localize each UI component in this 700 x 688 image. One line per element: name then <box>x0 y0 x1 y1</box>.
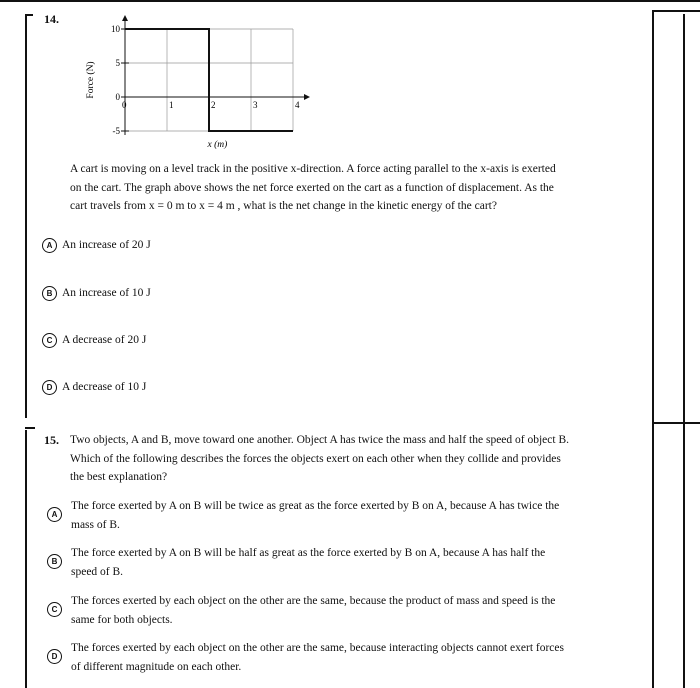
question-15-line: Two objects, A and B, move toward one another. Object A has twice the mass and half the speed of object B. <box>70 434 570 446</box>
question-15-number: 15. <box>44 433 59 447</box>
force-displacement-chart <box>80 10 325 155</box>
y-tick-label: -5 <box>112 126 120 136</box>
y-tick-label: 0 <box>115 92 120 102</box>
option-c-bubble[interactable]: C <box>47 602 62 617</box>
x-tick-label: 1 <box>169 100 174 110</box>
option-line: of different magnitude on each other. <box>71 660 242 673</box>
q14-option-c-text: A decrease of 20 J <box>62 334 147 346</box>
q15-option-c-text <box>71 592 555 629</box>
left-border <box>25 14 27 418</box>
right-border-inner <box>652 10 654 422</box>
option-line: The forces exerted by each object on the other are the same, because the product of mass and speed is the <box>71 595 556 607</box>
question-15-line: Which of the following describes the forces the objects exert on each other when they collide and provides <box>70 452 561 465</box>
q14-option-a[interactable] <box>42 238 151 255</box>
right-border-outer <box>683 14 685 688</box>
option-d-bubble[interactable]: D <box>42 380 57 395</box>
option-line: speed of B. <box>71 565 124 578</box>
right-top-rule <box>652 10 700 12</box>
x-axis-label: x (m) <box>207 140 228 150</box>
q14-option-d[interactable] <box>42 380 146 397</box>
q15-option-c[interactable] <box>47 592 555 629</box>
option-line: The forces exerted by each object on the other are the same, because interacting objects cannot exert forces <box>71 642 564 654</box>
y-axis-arrow <box>122 15 128 21</box>
right-mid-rule <box>652 422 700 424</box>
q15-option-d-text <box>71 639 564 676</box>
q15-option-d[interactable] <box>47 639 564 676</box>
q14-option-a-text: An increase of 20 J <box>62 239 151 251</box>
x-tick-label: 2 <box>211 100 216 110</box>
q15-option-b-text <box>71 544 545 581</box>
x-tick-label: 0 <box>122 100 127 110</box>
question-14-number: 14. <box>44 12 59 26</box>
question-14-text <box>70 160 640 216</box>
option-line: mass of B. <box>71 518 120 531</box>
left-border-lower <box>25 430 27 688</box>
option-line: The force exerted by A on B will be half as great as the force exerted by B on A, because A has half the <box>71 547 546 559</box>
chart-axes <box>121 15 310 135</box>
right-border-inner-lower <box>652 423 654 688</box>
question-14-line: A cart is moving on a level track in the positive x-direction. A force acting parallel to the x-axis is exerted <box>70 163 556 175</box>
x-tick-label: 4 <box>295 100 300 110</box>
question-14-line: on the cart. The graph above shows the net force exerted on the cart as a function of displacement. As the <box>70 181 554 194</box>
force-series-line <box>125 29 293 131</box>
x-axis-arrow <box>304 94 310 100</box>
option-b-bubble[interactable]: B <box>42 286 57 301</box>
option-line: same for both objects. <box>71 613 173 626</box>
q15-option-a[interactable] <box>47 497 559 534</box>
q14-option-b-text: An increase of 10 J <box>62 287 151 299</box>
x-tick-label: 3 <box>253 100 258 110</box>
y-axis-label: Force (N) <box>86 61 96 99</box>
option-line: The force exerted by A on B will be twice as great as the force exerted by B on A, because A has twice the <box>71 500 560 512</box>
question-15-line: the best explanation? <box>70 471 168 483</box>
q14-option-d-text: A decrease of 10 J <box>62 381 147 393</box>
y-tick-label: 10 <box>111 24 120 34</box>
q14-option-b[interactable] <box>42 286 151 303</box>
q15-option-b[interactable] <box>47 544 545 581</box>
left-top-rule <box>25 14 33 16</box>
option-d-bubble[interactable]: D <box>47 649 62 664</box>
q15-option-a-text <box>71 497 559 534</box>
option-b-bubble[interactable]: B <box>47 554 62 569</box>
option-c-bubble[interactable]: C <box>42 333 57 348</box>
chart-series <box>125 29 293 131</box>
top-border <box>0 0 700 2</box>
option-a-bubble[interactable]: A <box>42 238 57 253</box>
question-15-text <box>70 431 645 487</box>
option-a-bubble[interactable]: A <box>47 507 62 522</box>
question-14-line: cart travels from x = 0 m to x = 4 m , what is the net change in the kinetic energy of the cart? <box>70 200 497 212</box>
left-mid-rule <box>25 427 35 429</box>
y-tick-label: 5 <box>115 58 120 68</box>
q14-option-c[interactable] <box>42 333 146 350</box>
